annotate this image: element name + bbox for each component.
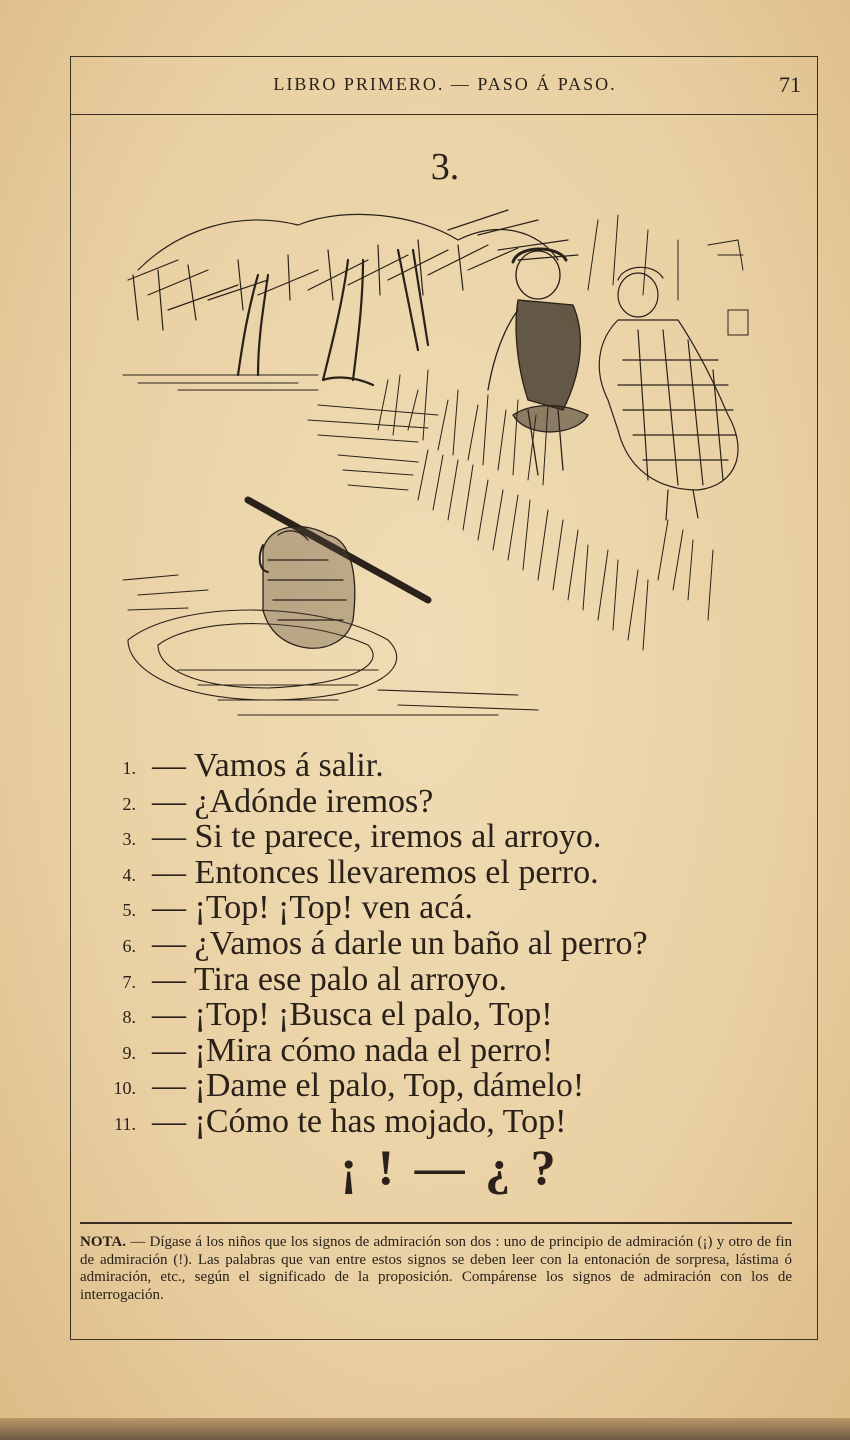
tree-canopy [128,210,578,330]
dialogue-line [100,1033,800,1069]
line-text: — ¡Top! ¡Top! ven acá. [152,889,473,927]
dialogue-line [100,819,800,855]
line-number: 11. [114,1113,136,1134]
header-rule [70,114,818,115]
line-number: 8. [122,1007,136,1028]
line-text: — Vamos á salir. [152,747,384,784]
line-number: 1. [122,758,136,778]
dialogue-list [100,748,800,1140]
punctuation-display: ¡ ! — ¿ ? [340,1139,560,1195]
line-text: — ¡Top! ¡Busca el palo, Top! [152,996,553,1034]
line-number: 7. [122,971,136,992]
line-number: 5. [122,900,136,921]
dialogue-line [100,784,800,820]
line-number: 4. [122,864,136,885]
illustration-dog-in-stream [118,200,768,735]
line-text: — ¿Adónde iremos? [152,782,434,820]
line-number: 3. [122,829,136,850]
page-bottom-edge [0,1418,850,1440]
line-number: 9. [122,1042,136,1063]
line-text: — ¡Cómo te has mojado, Top! [152,1102,567,1140]
dialogue-line [100,997,800,1033]
note-paragraph [80,1234,792,1304]
tree-trunks [238,250,428,385]
dialogue-line [100,748,800,784]
line-text: — ¿Vamos á darle un baño al perro? [152,924,648,962]
note-rule [80,1222,792,1224]
dialogue-line [100,1104,800,1140]
running-head: LIBRO PRIMERO. — PASO Á PASO. [273,74,617,94]
girl-figure [599,267,738,520]
dialogue-line [100,890,800,926]
line-text: — Tira ese palo al arroyo. [152,960,508,998]
note-label: NOTA. [80,1234,126,1250]
line-text: — Entonces llevaremos el perro. [152,853,599,891]
note-text: — Dígase á los niños que los signos de admiración son dos : uno de principio de admiración (¡) y otro de fin de admiración (!). Las palabras que van entre estos signos se deben leer con la entonación de sorpresa, lástima ó admiración, etc., según el significado de la proposición. Compárense los signos de admiración con los de interrogación. [80,1234,792,1303]
dialogue-line [100,1068,800,1104]
dialogue-line [100,926,800,962]
line-number: 10. [113,1078,136,1099]
boy-figure [488,249,588,475]
stream-bank [123,375,438,490]
dialogue-line [100,855,800,891]
line-text: — Si te parece, iremos al arroyo. [152,818,602,856]
lesson-number: 3. [430,146,460,188]
line-number: 2. [122,793,136,814]
background-trees [588,215,748,335]
dialogue-line [100,962,800,998]
line-number: 6. [122,935,136,956]
line-text: — ¡Dame el palo, Top, dámelo! [152,1067,585,1105]
line-text: — ¡Mira cómo nada el perro! [152,1031,554,1069]
dog [260,527,355,649]
page-number: 71 [779,72,801,97]
